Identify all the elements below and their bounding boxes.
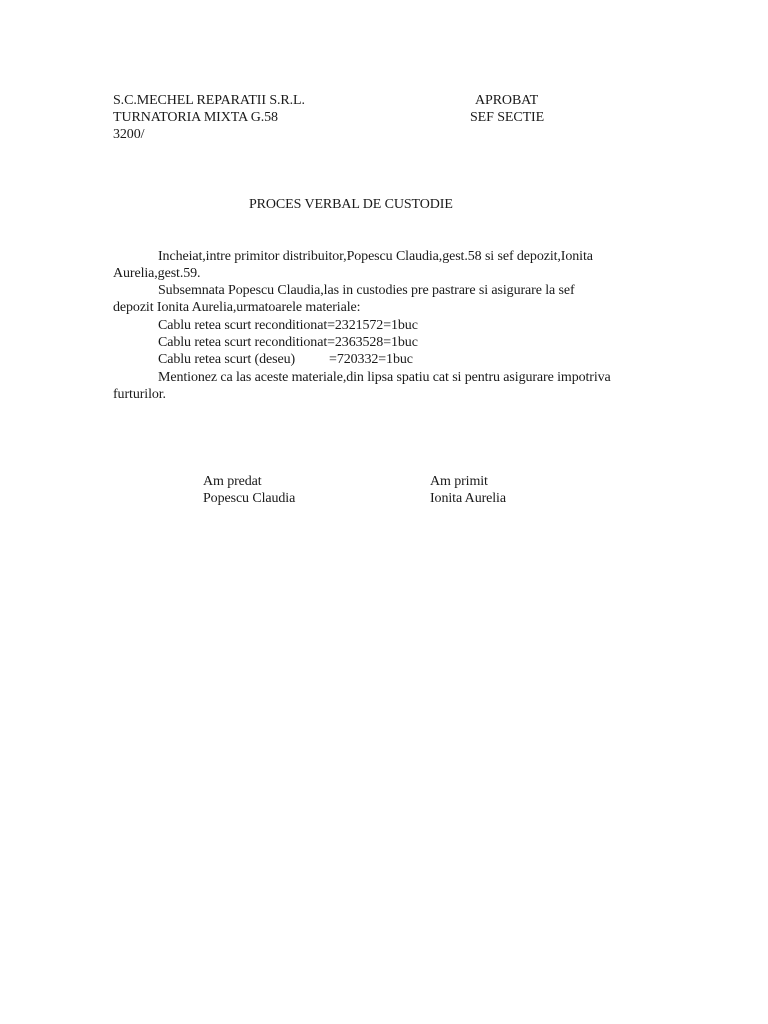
signature-left-label: Am predat — [203, 474, 262, 489]
approver-title: SEF SECTIE — [470, 110, 545, 125]
company-name: S.C.MECHEL REPARATII S.R.L. — [113, 93, 305, 108]
material-item: Cablu retea scurt reconditionat=2363528=1buc — [158, 335, 418, 350]
material-item: Cablu retea scurt (deseu) =720332=1buc — [158, 352, 413, 367]
material-item: Cablu retea scurt reconditionat=2321572=1buc — [158, 318, 418, 333]
paragraph-2-line-2: depozit Ionita Aurelia,urmatoarele materiale: — [113, 300, 361, 315]
paragraph-1-line-1: Incheiat,intre primitor distribuitor,Popescu Claudia,gest.58 si sef depozit,Ionita — [158, 249, 593, 264]
signature-right-name: Ionita Aurelia — [430, 491, 506, 506]
paragraph-1-line-2: Aurelia,gest.59. — [113, 266, 201, 281]
signature-left-name: Popescu Claudia — [203, 491, 296, 506]
paragraph-3-line-1: Mentionez ca las aceste materiale,din lipsa spatiu cat si pentru asigurare impotriva — [158, 370, 611, 385]
approval-label: APROBAT — [475, 93, 539, 108]
department-name: TURNATORIA MIXTA G.58 — [113, 110, 278, 125]
paragraph-3-line-2: furturilor. — [113, 387, 166, 402]
paragraph-2-line-1: Subsemnata Popescu Claudia,las in custodies pre pastrare si asigurare la sef — [158, 283, 575, 298]
document-title: PROCES VERBAL DE CUSTODIE — [249, 197, 453, 212]
signature-right-label: Am primit — [430, 474, 488, 489]
document-number: 3200/ — [113, 127, 145, 142]
